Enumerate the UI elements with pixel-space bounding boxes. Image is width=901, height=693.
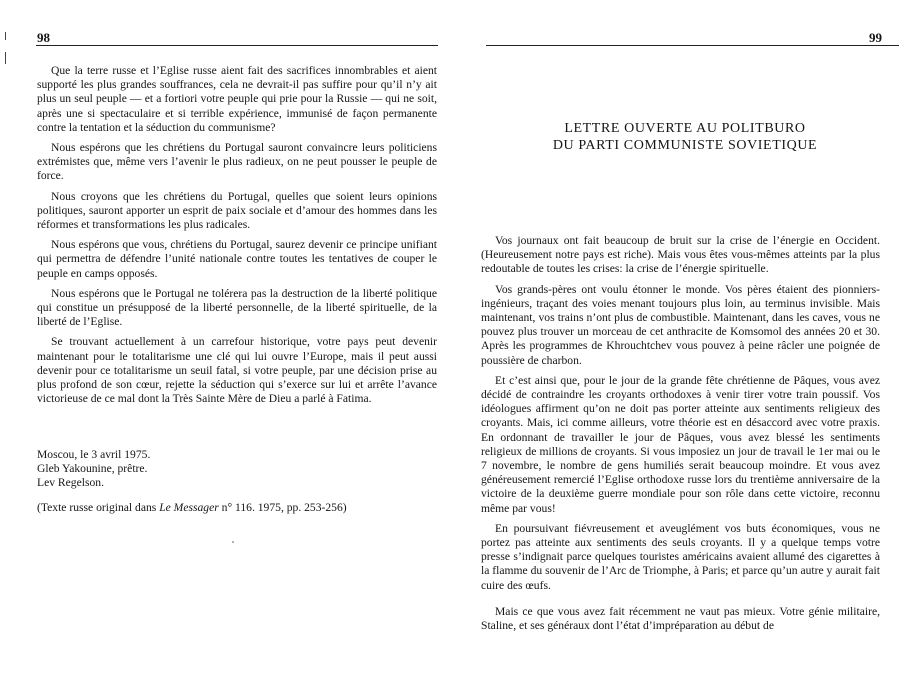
signature-block <box>37 448 150 491</box>
scan-speck <box>232 541 234 543</box>
paragraph: Nous croyons que les chrétiens du Portugal, quelles que soient leurs opinions politiques, sauront apporter un esprit de paix sociale et d’amour des hommes dans les réformes et transformations les plus radicales. <box>37 189 437 232</box>
source-reference <box>37 501 347 514</box>
paragraph: Mais ce que vous avez fait récemment ne vaut pas mieux. Votre génie militaire, Staline, et ses généraux dont l’état d’impréparation au début de <box>481 604 880 633</box>
signature-name: Lev Regelson. <box>37 476 104 490</box>
signature-name: Gleb Yakounine, prêtre. <box>37 462 148 476</box>
header-rule-left <box>36 45 438 46</box>
paragraph: Que la terre russe et l’Eglise russe aient fait des sacrifices innombrables et aient supporté les plus grandes souffrances, cela ne devrait-il pas suffire pour qu’il n’y ait plus un seul peuple — et a fortiori votre peuple qui prie pour la Russie — qui ne soit, après une si spectaculaire et si terrible expérience, immunisé de façon permanente contre la tentation et la séduction du communisme? <box>37 64 437 134</box>
right-body <box>481 234 880 639</box>
paragraph: Vos grands-pères ont voulu étonner le monde. Vos pères étaient des pionniers-ingénieurs, traçant des voies menant toujours plus loin, au terminus invisible. Mais maintenant, vos trains n’ont plus de combustible. Maintenant, dans les caves, vous ne pouvez plus trouver un morceau de cet anthracite de Komsomol des années 20 et 30. Après les programmes de Khrouchtchev vous pouvez à peine râcler une poignée de poussière de charbon. <box>481 282 880 367</box>
paragraph: Vos journaux ont fait beaucoup de bruit sur la crise de l’énergie en Occident. (Heureusement notre pays est riche). Mais vous êtes vous-mêmes atteints par la plus redoutable de toutes les crises: la crise de l’énergie spirituelle. <box>481 234 880 276</box>
paragraph: En poursuivant fiévreusement et aveuglément vos buts économiques, vous ne portez pas atteinte aux sentiments des seuls croyants. Il y a quelque temps votre presse s’indignait parce quelques touristes américains avaient allumé des cigarettes à la flamme du souvenir de l’Arc de Triomphe, à Paris; et parce qu’un autre y aurait fait cuire des œufs. <box>481 521 880 592</box>
signature-date: Moscou, le 3 avril 1975. <box>37 448 151 461</box>
title-line: DU PARTI COMMUNISTE SOVIETIQUE <box>552 138 818 153</box>
paragraph: Nous espérons que vous, chrétiens du Portugal, saurez devenir ce principe unifiant qui permettra de défendre l’unité nationale contre toutes les tentatives de couper le peuple en camps opposés. <box>37 238 437 280</box>
paragraph: Se trouvant actuellement à un carrefour historique, votre pays peut devenir maintenant pour le totalitarisme une clé qui lui ouvre l’Europe, mais il peut aussi devenir pour ce totalitarisme un seuil fatal, si votre peuple, par une décision prise au plus profond de son cœur, rejette la séduction qui s’exerce sur lui et arrête l’avance victorieuse de ce mal dont la Très Sainte Mère de Dieu a parlé à Fatima. <box>37 335 437 406</box>
left-body <box>37 64 437 412</box>
page-number-left: 98 <box>37 30 50 45</box>
reference-text: n° 116. 1975, pp. 253-256) <box>218 501 347 514</box>
title-line: LETTRE OUVERTE AU POLITBURO <box>564 121 806 136</box>
reference-text: (Texte russe original dans <box>37 501 160 514</box>
journal-title: Le Messager <box>159 501 219 514</box>
letter-title <box>490 120 880 154</box>
header-rule-right <box>486 45 899 46</box>
paragraph: Nous espérons que les chrétiens du Portugal sauront convaincre leurs politiciens extrémistes que, même vers l’avenir le plus radieux, on ne peut pousser le peuple de force. <box>37 141 437 183</box>
paragraph: Et c’est ainsi que, pour le jour de la grande fête chrétienne de Pâques, vous avez décidé de contraindre les croyants orthodoxes à venir tirer votre train poussif. Vos idéologues affirment qu’on ne doit pas porter atteinte aux sentiments religieux des croyants. Mais, ici comme ailleurs, votre théorie est en désaccord avec votre praxis. En ordonnant de travailler le jour de Pâques, vous avez blessé les sentiments religieux de millions de croyants. Si vous imposiez un jour de travail le 1er mai ou le 7 novembre, le nombre de gens humiliés serait beaucoup moindre. Et vous avez généreusement remercié l’Eglise orthodoxe russe lors du trentième anniversaire de la victoire de la deuxième guerre mondiale pour son rôle dans cette victoire, reconnu même par vous! <box>481 373 880 515</box>
page-number-right: 99 <box>869 30 882 45</box>
paragraph: Nous espérons que le Portugal ne tolérera pas la destruction de la liberté politique qui constitue un présupposé de la liberté personnelle, de la liberté spirituelle, de la liberté de l’Eglise. <box>37 286 437 329</box>
left-page <box>0 0 450 693</box>
